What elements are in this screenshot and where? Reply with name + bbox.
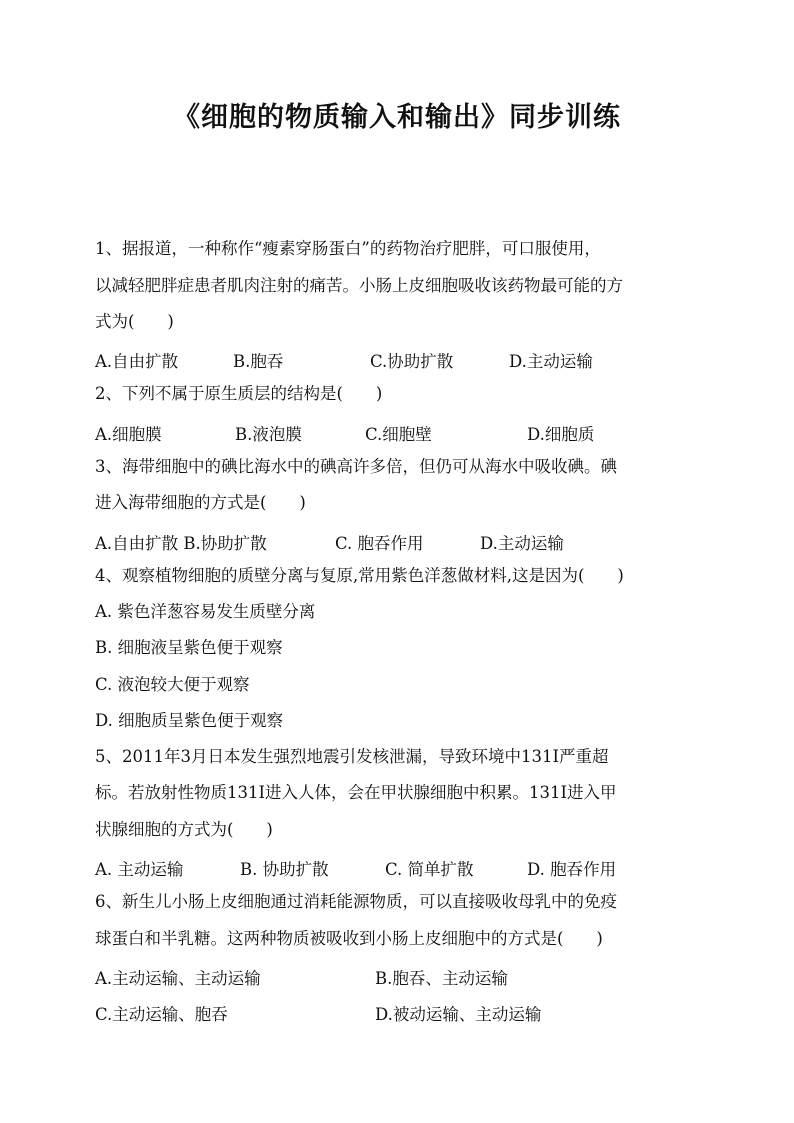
q5-line-1: 5、2011年3月日本发生强烈地震引发核泄漏，导致环境中131I严重超 (95, 747, 609, 766)
q3-line-2: 进入海带细胞的方式是( ) (95, 493, 306, 512)
q5-option-c: C. 简单扩散 (385, 860, 474, 879)
q1-line-2: 以减轻肥胖症患者肌肉注射的痛苦。小肠上皮细胞吸收该药物最可能的方 (95, 276, 623, 295)
q4-option-c: C. 液泡较大便于观察 (95, 675, 250, 694)
q2-line-1: 2、下列不属于原生质层的结构是( ) (95, 384, 383, 403)
q2-option-d: D.细胞质 (527, 425, 595, 444)
q5-option-d: D. 胞吞作用 (527, 860, 617, 879)
q5-line-2: 标。若放射性物质131I进入人体，会在甲状腺细胞中积累。131I进入甲 (95, 783, 617, 802)
q6-options-row-1 (95, 965, 715, 988)
q4-option-a: A. 紫色洋葱容易发生质壁分离 (95, 602, 316, 621)
q6-options-row-2 (95, 1001, 715, 1024)
q6-option-a: A.主动运输、主动运输 (95, 969, 261, 988)
q1-option-c: C.协助扩散 (370, 352, 454, 371)
q2-option-c: C.细胞壁 (365, 425, 432, 444)
q2-options (95, 421, 715, 444)
q1-line-1: 1、据报道，一种称作“瘦素穿肠蛋白”的药物治疗肥胖，可口服使用， (95, 239, 601, 258)
q6-option-d: D.被动运输、主动运输 (375, 1005, 542, 1024)
q1-option-a: A.自由扩散 (95, 352, 179, 371)
page-title: 《细胞的物质输入和输出》同步训练 (173, 102, 621, 133)
q3-option-c: C. 胞吞作用 (335, 534, 424, 553)
q4-option-b: B. 细胞液呈紫色便于观察 (95, 638, 283, 657)
q3-option-d: D.主动运输 (480, 534, 564, 553)
q5-option-a: A. 主动运输 (95, 860, 184, 879)
q5-line-3: 状腺细胞的方式为( ) (95, 820, 273, 839)
q4-line-1: 4、观察植物细胞的质壁分离与复原,常用紫色洋葱做材料,这是因为( ) (95, 566, 624, 585)
q1-option-b: B.胞吞 (233, 352, 284, 371)
q1-line-3: 式为( ) (95, 312, 174, 331)
q3-options (95, 530, 715, 553)
q6-option-c: C.主动运输、胞吞 (95, 1005, 228, 1024)
q6-line-2: 球蛋白和半乳糖。这两种物质被吸收到小肠上皮细胞中的方式是( ) (95, 929, 603, 948)
q2-option-a: A.细胞膜 (95, 425, 162, 444)
q5-option-b: B. 协助扩散 (240, 860, 329, 879)
q3-option-ab: A.自由扩散 B.协助扩散 (95, 534, 267, 553)
q6-line-1: 6、新生儿小肠上皮细胞通过消耗能源物质，可以直接吸收母乳中的免疫 (95, 892, 617, 911)
q1-options (95, 348, 715, 371)
q5-options (95, 856, 715, 879)
q1-option-d: D.主动运输 (509, 352, 593, 371)
q3-line-1: 3、海带细胞中的碘比海水中的碘高许多倍，但仍可从海水中吸收碘。碘 (95, 457, 617, 476)
q6-option-b: B.胞吞、主动运输 (375, 969, 508, 988)
q2-option-b: B.液泡膜 (235, 425, 302, 444)
q4-option-d: D. 细胞质呈紫色便于观察 (95, 711, 284, 730)
